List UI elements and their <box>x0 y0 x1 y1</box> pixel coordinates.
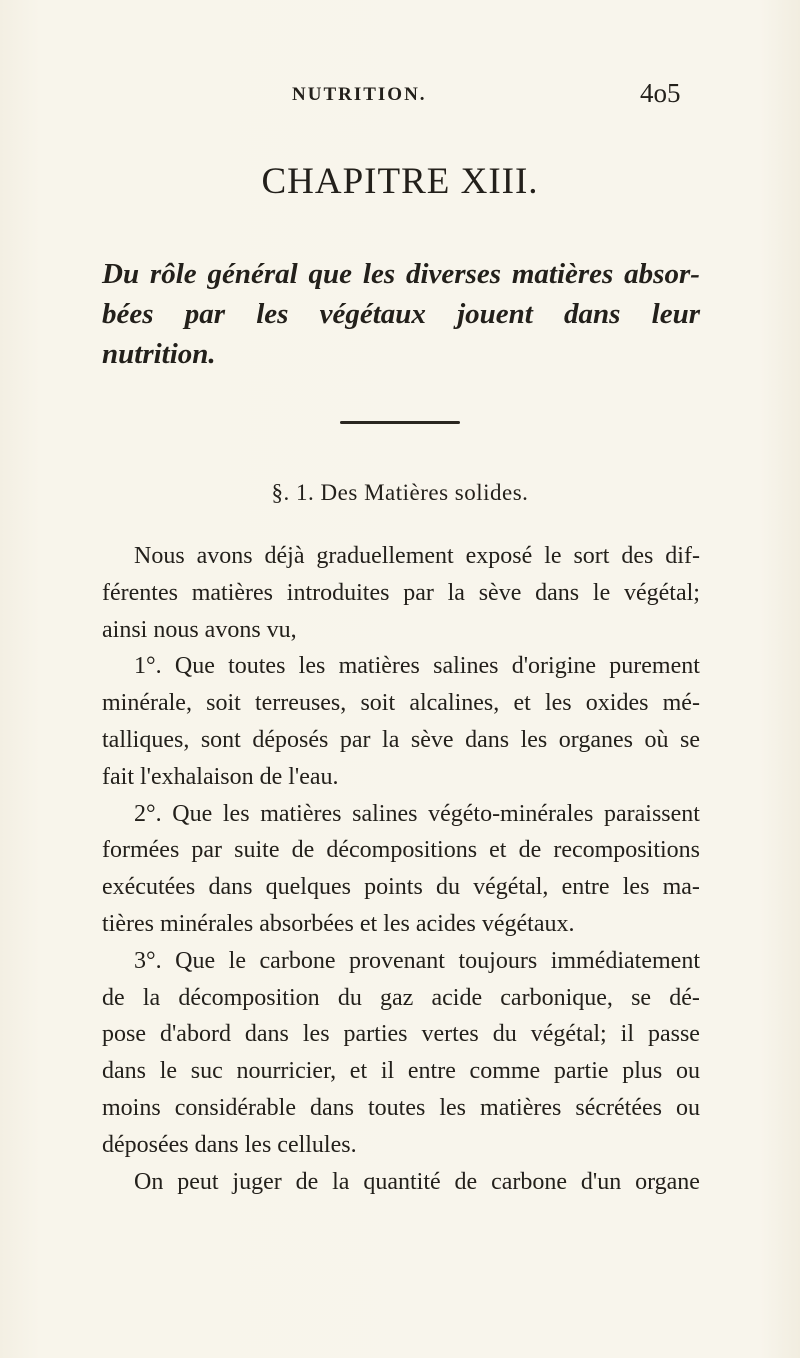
text-line: 1°. Que toutes les matières salines d'origine purement <box>134 653 700 680</box>
text-line: Nous avons déjà graduellement exposé le sort des dif- <box>134 543 700 569</box>
text-line: On peut juger de la quantité de carbone d'un organe <box>134 1168 700 1195</box>
text-line: férentes matières introduites par la sève dans le végétal; <box>102 579 700 606</box>
text-line: fait l'exhalaison de l'eau. <box>102 763 339 790</box>
body-text <box>102 538 700 1200</box>
text-line: 2°. Que les matières salines végéto-minérales paraissent <box>134 800 700 827</box>
section-heading: §. 1. Des Matières solides. <box>271 480 529 505</box>
chapter-subtitle <box>102 254 700 374</box>
text-line: ainsi nous avons vu, <box>102 616 297 643</box>
text-line: minérale, soit terreuses, soit alcalines, et les oxides mé- <box>102 690 700 717</box>
chapter-title: CHAPITRE XIII. <box>261 161 539 202</box>
subtitle-line: Du rôle général que les diverses matières absor- <box>102 258 700 290</box>
text-line: tières minérales absorbées et les acides végétaux. <box>102 910 575 937</box>
section-divider-rule <box>340 421 460 424</box>
text-line: exécutées dans quelques points du végétal, entre les ma- <box>102 874 700 901</box>
text-line: déposées dans les cellules. <box>102 1131 357 1158</box>
text-line: pose d'abord dans les parties vertes du végétal; il passe <box>102 1021 700 1048</box>
page-number: 4o5 <box>640 78 681 108</box>
text-line: talliques, sont déposés par la sève dans les organes où se <box>102 726 700 753</box>
text-line: de la décomposition du gaz acide carbonique, se dé- <box>102 984 700 1011</box>
text-line: 3°. Que le carbone provenant toujours immédiatement <box>134 947 700 974</box>
text-line: dans le suc nourricier, et il entre comme partie plus ou <box>102 1058 700 1085</box>
running-title: NUTRITION. <box>292 84 427 105</box>
subtitle-line: nutrition. <box>102 338 216 370</box>
subtitle-line: bées par les végétaux jouent dans leur <box>102 298 700 330</box>
text-line: moins considérable dans toutes les matières sécrétées ou <box>102 1094 700 1121</box>
text-line: formées par suite de décompositions et de recompositions <box>102 837 700 864</box>
running-head <box>0 78 800 118</box>
